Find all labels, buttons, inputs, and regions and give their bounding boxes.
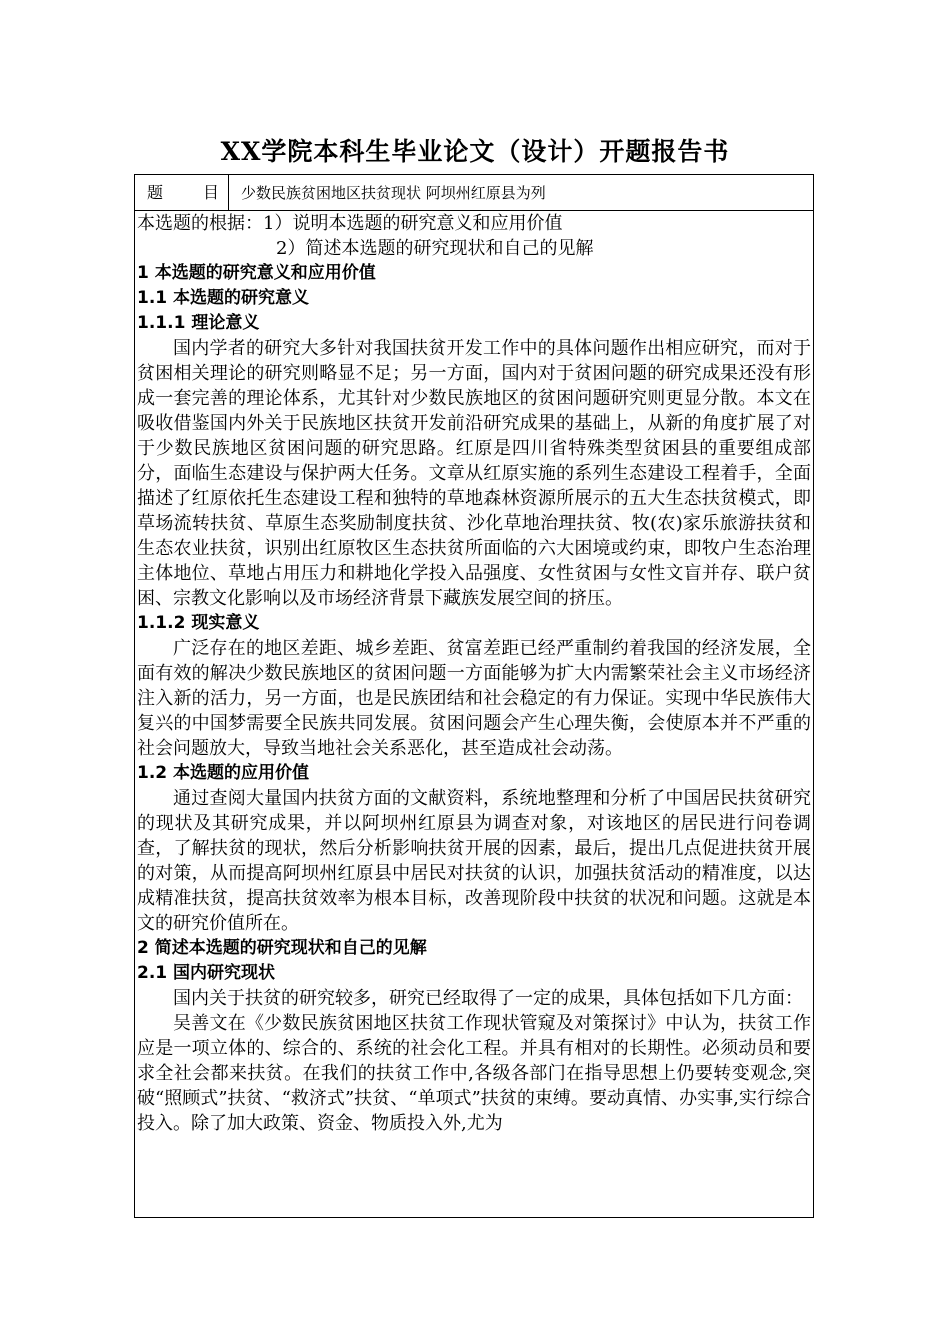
document-title: XX学院本科生毕业论文（设计）开题报告书 xyxy=(220,137,730,166)
topic-value: 少数民族贫困地区扶贫现状 阿坝州红原县为列 xyxy=(241,184,546,202)
topic-label xyxy=(135,175,229,210)
topic-label-left: 题 xyxy=(147,183,164,202)
basis-line-2: 2）简述本选题的研究现状和自己的见解 xyxy=(276,238,594,259)
paragraph-application: 通过查阅大量国内扶贫方面的文献资料，系统地整理和分析了中国居民扶贫研究的现状及其研究成果，并以阿坝州红原县为调查对象，对该地区的居民进行问卷调查，了解扶贫的现状，然后分析影响扶贫开展的因素，最后，提出几点促进扶贫开展的对策，从而提高阿坝州红原县中居民对扶贫的认识，加强扶贫活动的精准度，以达成精准扶贫，提高扶贫效率为根本目标，改善现阶段中扶贫的状况和问题。这就是本文的研究价值所在。 xyxy=(137,788,811,934)
basis-line-1: 本选题的根据：1）说明本选题的研究意义和应用价值 xyxy=(137,213,563,234)
paragraph-theory: 国内学者的研究大多针对我国扶贫开发工作中的具体问题作出相应研究，而对于贫困相关理论的研究则略显不足；另一方面，国内对于贫困问题的研究成果还没有形成一套完善的理论体系，尤其针对少数民族地区的贫困问题研究则更显分散。本文在吸收借鉴国内外关于民族地区扶贫开发前沿研究成果的基础上，从新的角度扩展了对于少数民族地区贫困问题的研究思路。红原是四川省特殊类型贫困县的重要组成部分，面临生态建设与保护两大任务。文章从红原实施的系列生态建设工程着手，全面描述了红原依托生态建设工程和独特的草地森林资源所展示的五大生态扶贫模式，即草场流转扶贫、草原生态奖励制度扶贫、沙化草地治理扶贫、牧(农)家乐旅游扶贫和生态农业扶贫，识别出红原牧区生态扶贫所面临的六大困境或约束，即牧户生态治理主体地位、草地占用压力和耕地化学投入品强度、女性贫困与女性文盲并存、联户贫困、宗教文化影响以及市场经济背景下藏族发展空间的挤压。 xyxy=(137,338,811,609)
report-content xyxy=(137,211,811,1136)
paragraph-wu-shanwen: 吴善文在《少数民族贫困地区扶贫工作现状管窥及对策探讨》中认为，扶贫工作应是一项立体的、综合的、系统的社会化工程。并具有相对的长期性。必须动员和要求全社会都来扶贫。在我们的扶贫工作中,各级各部门在指导思想上仍要转变观念,突破“照顾式”扶贫、“救济式”扶贫、“单项式”扶贫的束缚。要动真情、办实事,实行综合投入。除了加大政策、资金、物质投入外,尤为 xyxy=(137,1013,811,1134)
heading-1-2: 1.2 本选题的应用价值 xyxy=(137,763,310,783)
heading-1-1-1: 1.1.1 理论意义 xyxy=(137,313,260,333)
topic-row xyxy=(135,175,813,211)
heading-2: 2 简述本选题的研究现状和自己的见解 xyxy=(137,938,427,958)
report-table xyxy=(134,174,814,1218)
paragraph-practice: 广泛存在的地区差距、城乡差距、贫富差距已经严重制约着我国的经济发展，全面有效的解决少数民族地区的贫困问题一方面能够为扩大内需繁荣社会主义市场经济注入新的活力，另一方面，也是民族团结和社会稳定的有力保证。实现中华民族伟大复兴的中国梦需要全民族共同发展。贫困问题会产生心理失衡，会使原本并不严重的社会问题放大，导致当地社会关系恶化，甚至造成社会动荡。 xyxy=(137,638,811,759)
heading-1: 1 本选题的研究意义和应用价值 xyxy=(137,263,376,283)
heading-2-1: 2.1 国内研究现状 xyxy=(137,963,276,983)
heading-1-1-2: 1.1.2 现实意义 xyxy=(137,613,260,633)
heading-1-1: 1.1 本选题的研究意义 xyxy=(137,288,310,308)
paragraph-domestic-intro: 国内关于扶贫的研究较多，研究已经取得了一定的成果，具体包括如下几方面： xyxy=(173,988,803,1009)
topic-label-right: 目 xyxy=(203,183,220,202)
